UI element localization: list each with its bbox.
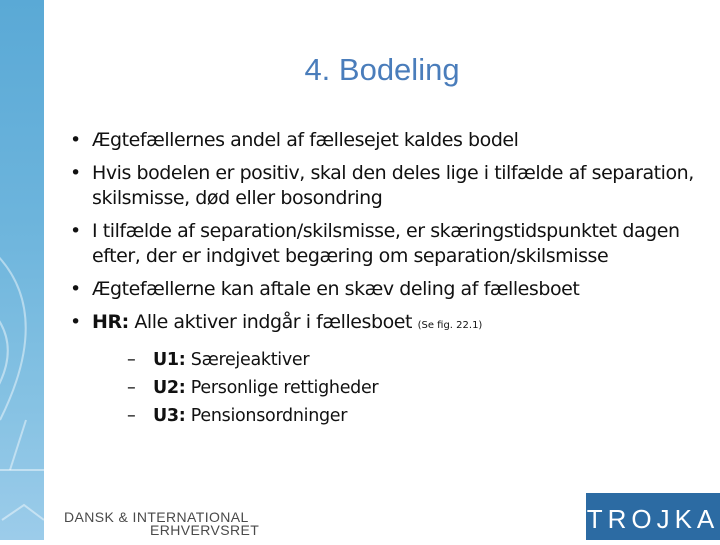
dash-marker: –	[127, 378, 136, 398]
sub-item-lead: U1:	[153, 350, 186, 370]
sub-item-lead: U3:	[153, 406, 186, 426]
bullet-marker: •	[70, 278, 81, 300]
bullet-marker: •	[70, 311, 81, 333]
bullet-marker: •	[70, 162, 81, 184]
slide-title: 4. Bodeling	[304, 52, 460, 87]
sub-item-text: Pensionsordninger	[185, 406, 348, 426]
bullet-marker: •	[70, 220, 81, 242]
figure-reference: (Se fig. 22.1)	[417, 320, 483, 331]
scales-of-justice-icon	[0, 0, 44, 540]
footer-brand	[64, 511, 259, 537]
dash-marker: –	[127, 406, 136, 426]
bullet-lead: HR:	[92, 311, 129, 333]
bullet-text: Ægtefællernes andel af fællesejet kaldes bodel	[92, 129, 519, 151]
footer-brand-line1: DANSK & INTERNATIONAL	[64, 509, 249, 525]
bullet-item	[70, 277, 700, 305]
sub-item-text: Personlige rettigheder	[185, 378, 379, 398]
dash-marker: –	[127, 350, 136, 370]
sub-list	[127, 346, 700, 430]
bullet-item	[70, 219, 700, 272]
sub-item-text: Særejeaktiver	[185, 350, 310, 370]
bullet-text: Alle aktiver indgår i fællesboet	[128, 311, 418, 333]
bullet-text: Ægtefællerne kan aftale en skæv deling af fællesboet	[92, 278, 580, 300]
sub-item-lead: U2:	[153, 378, 186, 398]
sub-item	[127, 346, 700, 374]
sub-item	[127, 374, 700, 402]
bullet-item	[70, 310, 700, 338]
sub-item	[127, 402, 700, 430]
bullet-text: Hvis bodelen er positiv, skal den deles lige i tilfælde af separation, skilsmisse, død eller bosondring	[92, 162, 694, 209]
footer-brand-line2: ERHVERVSRET	[150, 522, 260, 538]
slide-content	[70, 128, 700, 430]
bullet-marker: •	[70, 129, 81, 151]
bullet-item	[70, 128, 700, 156]
left-decorative-band	[0, 0, 44, 540]
bullet-item	[70, 161, 700, 214]
trojka-logo: TROJKA	[586, 493, 720, 540]
bullet-text: I tilfælde af separation/skilsmisse, er skæringstidspunktet dagen efter, der er indgivet begæring om separation/skilsmisse	[92, 220, 680, 267]
